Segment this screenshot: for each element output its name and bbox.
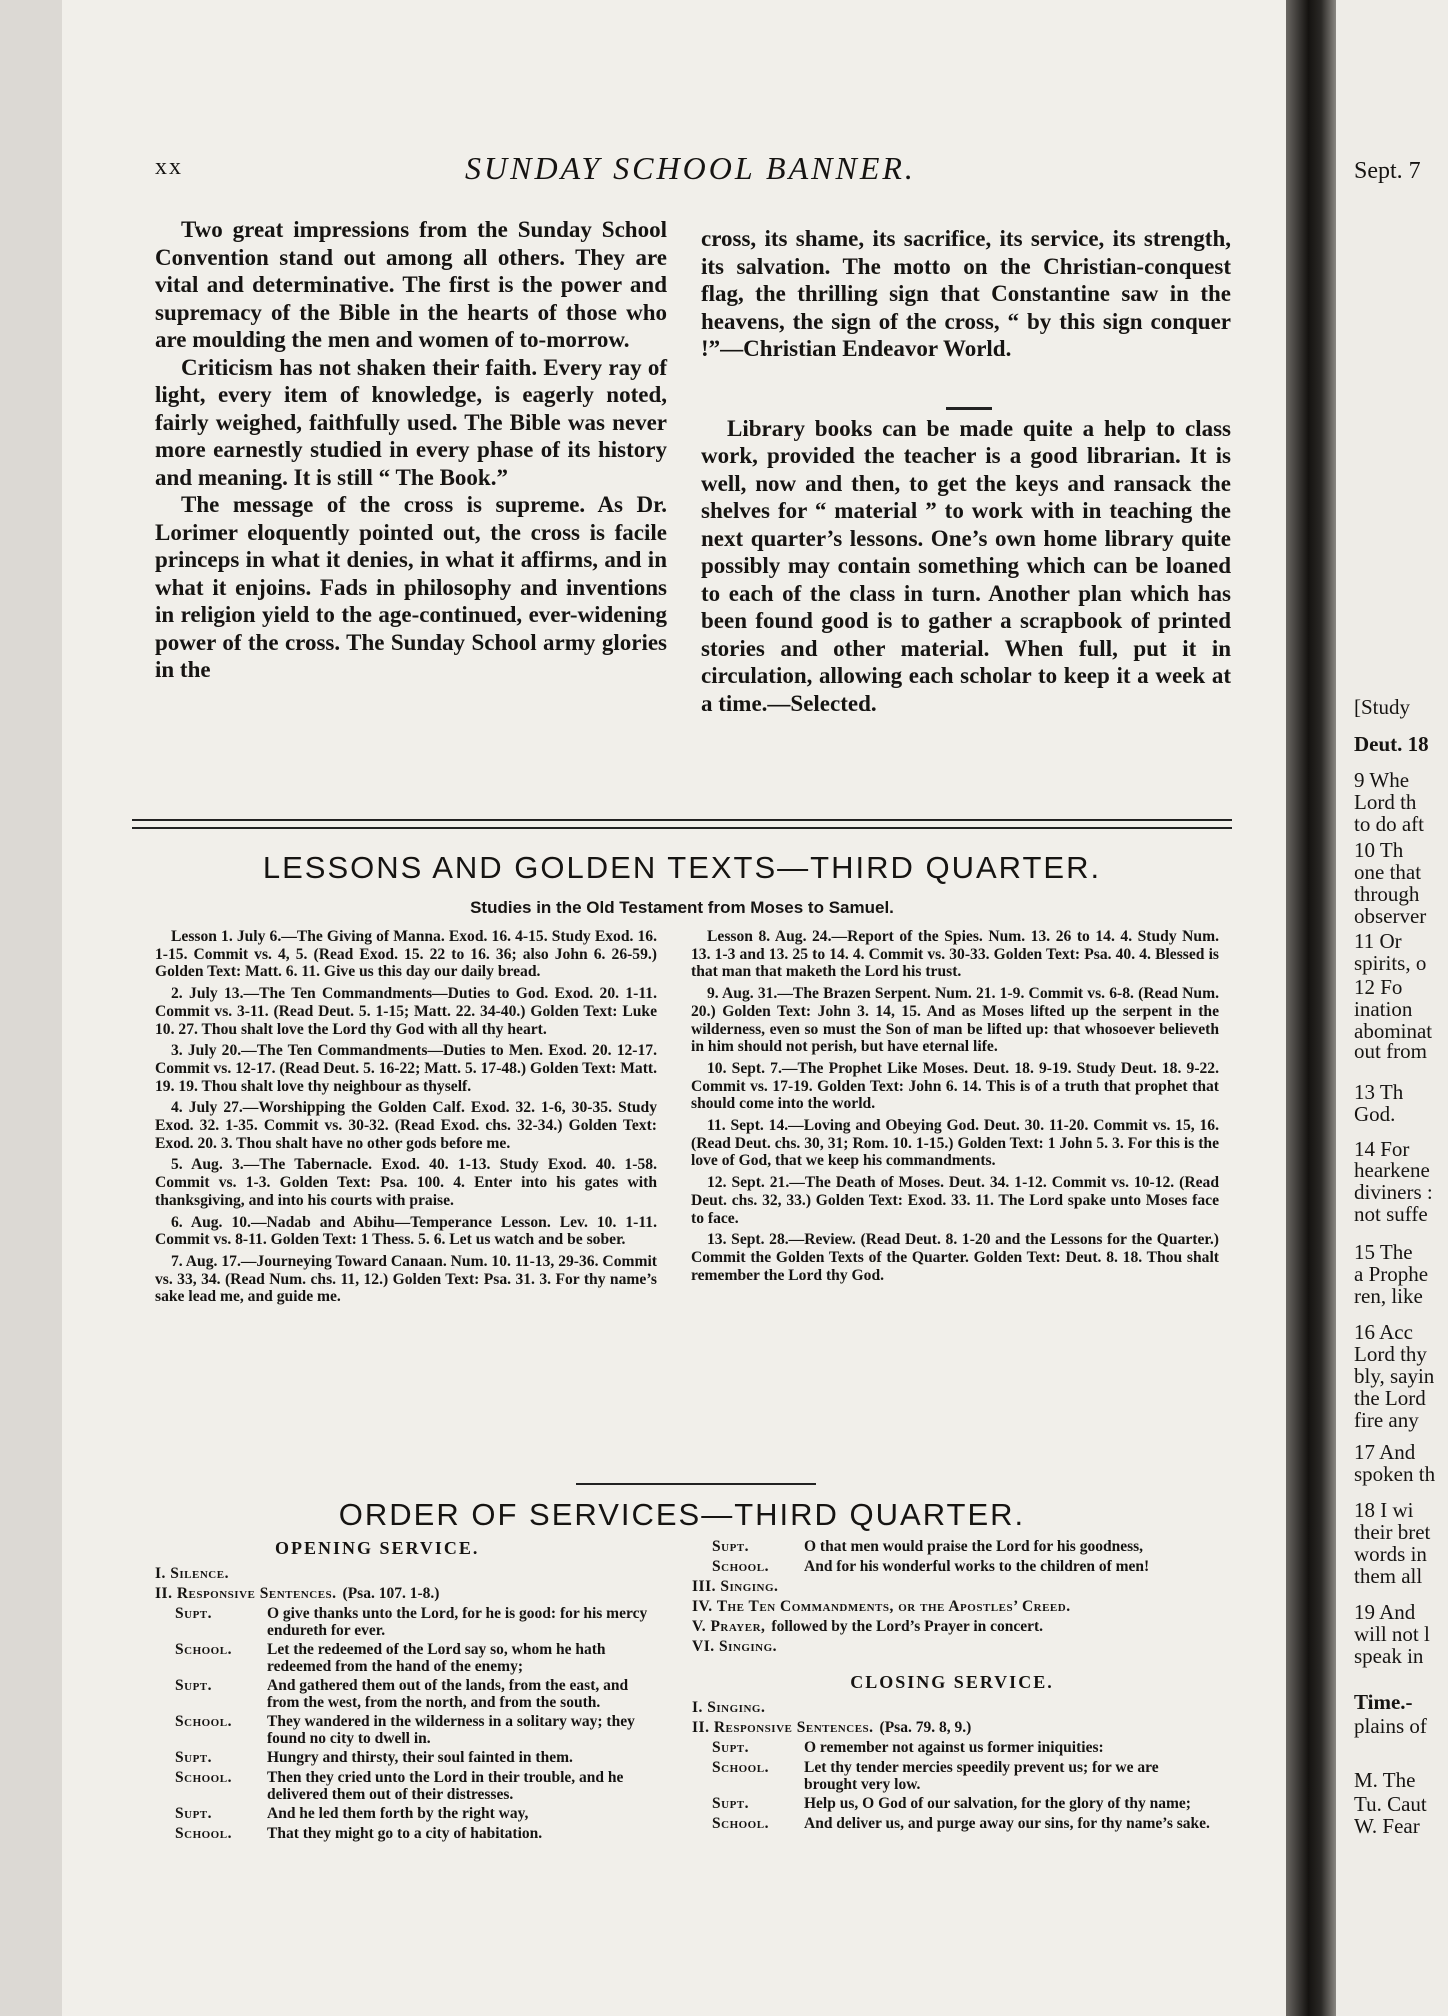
- next-page-fragment: observer: [1354, 904, 1427, 928]
- lesson-entry: 11. Sept. 14.—Loving and Obeying God. Deut. 30. 11-20. Commit vs. 15, 16. (Read Deut. chs. 30, 31; Rom. 10. 1-15.) Golden Text: 1 John 5. 3. For this is the love of God, that we keep his commandments.: [691, 1117, 1219, 1170]
- next-page-fragment: 15 The: [1354, 1240, 1413, 1264]
- service-line: [712, 1759, 1212, 1793]
- lesson-entry: 13. Sept. 28.—Review. (Read Deut. 8. 1-20 and the Lessons for the Quarter.) Commit the Golden Texts of the Quarter. Golden Text: Deut. 8. 18. Thou shalt remember the Lord thy God.: [691, 1231, 1219, 1284]
- service-line: [712, 1795, 1212, 1813]
- next-page-fragment: 9 Whe: [1354, 768, 1410, 792]
- service-line-label: VI. Singing.: [692, 1638, 778, 1655]
- service-line: [692, 1598, 1212, 1616]
- service-line: [712, 1558, 1212, 1576]
- lesson-entry: 10. Sept. 7.—The Prophet Like Moses. Deut. 18. 9-19. Study Deut. 18. 9-22. Commit vs. 17-19. Golden Text: John 6. 14. This is of a truth that prophet that should come into the world.: [691, 1059, 1219, 1113]
- service-line-label: V. Prayer,: [692, 1618, 766, 1635]
- service-line-text: (Psa. 107. 1-8.): [342, 1585, 440, 1602]
- service-line: [175, 1641, 655, 1675]
- next-page-edge: [1336, 0, 1448, 2016]
- service-line: [692, 1618, 1212, 1636]
- opening-service-list: [155, 1565, 655, 1843]
- service-line-label: Supt.: [175, 1677, 212, 1694]
- service-line-text: Let the redeemed of the Lord say so, whom he hath redeemed from the hand of the enemy;: [267, 1641, 606, 1675]
- service-line-label: School.: [175, 1713, 232, 1730]
- next-page-fragment: not suffe: [1354, 1202, 1428, 1226]
- next-page-fragment: bly, sayin: [1354, 1364, 1435, 1388]
- service-line: [175, 1677, 655, 1711]
- service-line: [175, 1769, 655, 1803]
- next-page-fragment: [Study: [1354, 695, 1411, 719]
- service-line: [175, 1605, 655, 1639]
- article-separator: [946, 407, 992, 410]
- next-page-fragment: speak in: [1354, 1644, 1424, 1668]
- service-line: [712, 1815, 1212, 1833]
- service-line-text: O give thanks unto the Lord, for he is good: for his mercy endureth for ever.: [267, 1605, 648, 1639]
- next-page-fragment: 16 Acc: [1354, 1320, 1413, 1344]
- service-line-label: School.: [175, 1641, 232, 1658]
- service-line-text: Help us, O God of our salvation, for the glory of thy name;: [804, 1795, 1191, 1812]
- lesson-entry: 4. July 27.—Worshipping the Golden Calf. Exod. 32. 1-6, 30-35. Study Exod. 32. 1-35. Commit vs. 30-32. (Read Exod. chs. 32-34.) Golden Text: Exod. 20. 3. Thou shalt have no other gods before me.: [155, 1099, 657, 1152]
- next-page-fragment: Lord th: [1354, 790, 1417, 814]
- page-number: xx: [155, 154, 183, 180]
- next-page-fragment: Tu. Caut: [1354, 1792, 1427, 1816]
- service-line: [692, 1638, 1212, 1656]
- service-line: [692, 1699, 1212, 1717]
- service-line-text: Hungry and thirsty, their soul fainted in them.: [267, 1749, 573, 1766]
- next-page-fragment: spirits, o: [1354, 951, 1427, 975]
- left-margin-shadow: [0, 0, 62, 2016]
- services-rule: [576, 1483, 816, 1485]
- next-page-fragment: hearkene: [1354, 1158, 1430, 1182]
- opening-service: [155, 1538, 655, 1845]
- book-gutter: [1286, 0, 1336, 2016]
- next-page-fragment: God.: [1354, 1102, 1396, 1126]
- next-page-fragment: 10 Th: [1354, 838, 1404, 862]
- next-page-fragment: spoken th: [1354, 1462, 1436, 1486]
- article-paragraph: Library books can be made quite a help to class work, provided the teacher is a good librarian. It is well, now and then, to get the keys and ransack the shelves for “ material ” to work with in teaching the next quarter’s lessons. One’s own home library quite possibly may contain something which can be loaned to each of the class in turn. Another plan which has been found good is to gather a scrapbook of printed stories and other material. When full, put it in circulation, allowing each scholar to keep it a week at a time.—Selected.: [701, 415, 1231, 716]
- service-line-label: School.: [175, 1825, 232, 1842]
- service-line-text: And for his wonderful works to the children of men!: [804, 1558, 1150, 1575]
- article-left-column: [155, 216, 667, 684]
- next-page-fragment: 11 Or: [1354, 929, 1402, 953]
- next-page-fragment: Lord thy: [1354, 1342, 1427, 1366]
- service-line-text: And he led them forth by the right way,: [267, 1805, 529, 1822]
- service-line: [692, 1719, 1212, 1737]
- service-line-text: (Psa. 79. 8, 9.): [879, 1719, 972, 1736]
- service-line-text: followed by the Lord’s Prayer in concert.: [771, 1618, 1044, 1635]
- next-page-fragment: M. The: [1354, 1768, 1416, 1792]
- article-paragraph: Criticism has not shaken their faith. Every ray of light, every item of knowledge, is eagerly noted, fairly weighed, faithfully used. The Bible was never more earnestly studied in every phase of its history and meaning. It is still “ The Book.”: [155, 354, 667, 490]
- service-line: [175, 1713, 655, 1747]
- service-line-label: School.: [712, 1558, 769, 1575]
- lessons-subtitle: Studies in the Old Testament from Moses to Samuel.: [470, 898, 894, 917]
- next-page-fragment: their bret: [1354, 1520, 1431, 1544]
- service-line-text: And gathered them out of the lands, from the east, and from the west, from the north, and from the south.: [267, 1677, 629, 1711]
- closing-service-heading: CLOSING SERVICE.: [850, 1672, 1054, 1692]
- article-paragraph: Two great impressions from the Sunday School Convention stand out among all others. They are vital and determinative. The first is the power and supremacy of the Bible in the hearts of those who are moulding the men and women of to-morrow.: [155, 217, 667, 352]
- next-page-fragment: W. Fear: [1354, 1814, 1420, 1838]
- service-line: [712, 1739, 1212, 1757]
- next-page-fragment: Deut. 18: [1354, 732, 1429, 756]
- next-page-fragment: 17 And: [1354, 1440, 1416, 1464]
- next-page-fragment: 19 And: [1354, 1600, 1416, 1624]
- lessons-right-column: [691, 928, 1219, 1288]
- service-line-label: Supt.: [712, 1739, 749, 1756]
- service-line-label: III. Singing.: [692, 1578, 779, 1595]
- lesson-entry: 5. Aug. 3.—The Tabernacle. Exod. 40. 1-13. Study Exod. 40. 1-58. Commit vs. 1-3. Golden Text: Psa. 100. 4. Enter into his gates with thanksgiving, and into his courts with praise.: [155, 1156, 657, 1209]
- service-line-text: They wandered in the wilderness in a solitary way; they found no city to dwell in.: [267, 1713, 635, 1747]
- next-page-fragment: through: [1354, 882, 1420, 906]
- service-line-label: Supt.: [175, 1749, 212, 1766]
- article-right-column: [701, 225, 1231, 717]
- service-line-label: I. Singing.: [692, 1699, 766, 1716]
- service-line: [175, 1805, 655, 1823]
- next-page-fragment: 14 For: [1354, 1137, 1410, 1161]
- lesson-entry: 2. July 13.—The Ten Commandments—Duties to God. Exod. 20. 1-11. Commit vs. 3-11. (Read Deut. 5. 1-15; Matt. 22. 34-40.) Golden Text: Luke 10. 27. Thou shalt love the Lord thy God with all thy heart.: [155, 985, 657, 1038]
- next-page-fragment: diviners :: [1354, 1180, 1433, 1204]
- running-title: SUNDAY SCHOOL BANNER.: [465, 150, 916, 186]
- lesson-entry: 12. Sept. 21.—The Death of Moses. Deut. 34. 1-12. Commit vs. 10-12. (Read Deut. chs. 32, 33.) Golden Text: Exod. 33. 11. The Lord spake unto Moses face to face.: [691, 1174, 1219, 1227]
- service-line-label: IV. The Ten Commandments, or the Apostles’ Creed.: [692, 1598, 1071, 1615]
- service-line-text: Then they cried unto the Lord in their trouble, and he delivered them out of their distresses.: [267, 1769, 624, 1803]
- service-line: [155, 1565, 655, 1583]
- lesson-entry: Lesson 8. Aug. 24.—Report of the Spies. Num. 13. 26 to 14. 4. Study Num. 13. 1-3 and 13. 25 to 14. 4. Commit vs. 30-33. Golden Text: Psa. 40. 4. Blessed is that man that maketh the Lord his trust.: [691, 928, 1219, 981]
- next-page-header: Sept. 7: [1354, 158, 1421, 184]
- next-page-fragment: Time.-: [1354, 1690, 1413, 1714]
- service-line: [175, 1749, 655, 1767]
- service-line-label: School.: [712, 1815, 769, 1832]
- service-line-label: I. Silence.: [155, 1565, 229, 1582]
- service-line-label: Supt.: [175, 1605, 212, 1622]
- next-page-fragment: 18 I wi: [1354, 1498, 1414, 1522]
- service-line-text: That they might go to a city of habitation.: [267, 1825, 543, 1842]
- lessons-title: LESSONS AND GOLDEN TEXTS—THIRD QUARTER.: [262, 850, 1102, 885]
- next-page-fragment: a Prophe: [1354, 1262, 1429, 1286]
- section-rule: [132, 819, 1232, 829]
- service-line-text: O that men would praise the Lord for his goodness,: [804, 1538, 1144, 1555]
- opening-service-heading: OPENING SERVICE.: [275, 1538, 480, 1558]
- next-page-fragment: plains of: [1354, 1714, 1427, 1738]
- next-page-fragment: abominat: [1354, 1019, 1433, 1043]
- opening-service-continued-list: [692, 1538, 1212, 1656]
- lesson-entry: Lesson 1. July 6.—The Giving of Manna. Exod. 16. 4-15. Study Exod. 16. 1-15. Commit vs. 4, 5. (Read Exod. 15. 22 to 16. 36; also John 6. 26-59.) Golden Text: Matt. 6. 11. Give us this day our daily bread.: [155, 928, 657, 981]
- services-title: ORDER OF SERVICES—THIRD QUARTER.: [338, 1497, 1026, 1532]
- service-line-text: Let thy tender mercies speedily prevent us; for we are brought very low.: [804, 1759, 1159, 1793]
- next-page-fragment: ren, like: [1354, 1284, 1423, 1308]
- article-paragraph: The message of the cross is supreme. As Dr. Lorimer eloquently pointed out, the cross is facile princeps in what it denies, in what it affirms, and in what it enjoins. Fads in philosophy and inventions in religion yield to the age-continued, ever-widening power of the cross. The Sunday School army glories in the: [155, 492, 667, 682]
- next-page-fragment: to do aft: [1354, 812, 1424, 836]
- lesson-entry: 6. Aug. 10.—Nadab and Abihu—Temperance Lesson. Lev. 10. 1-11. Commit vs. 8-11. Golden Text: 1 Thess. 5. 6. Let us watch and be sober.: [155, 1213, 657, 1249]
- service-line-label: Supt.: [712, 1538, 749, 1555]
- next-page-fragment: 12 Fo: [1354, 975, 1403, 999]
- next-page-fragment: out from: [1354, 1039, 1427, 1063]
- lesson-entry: 3. July 20.—The Ten Commandments—Duties to Men. Exod. 20. 12-17. Commit vs. 12-17. (Read Deut. 5. 16-22; Matt. 5. 17-48.) Golden Text: Matt. 19. 19. Thou shalt love thy neighbour as thyself.: [155, 1042, 657, 1095]
- service-line: [712, 1538, 1212, 1556]
- service-line-label: Supt.: [712, 1795, 749, 1812]
- next-page-fragment: words in: [1354, 1542, 1427, 1566]
- next-page-fragment: them all: [1354, 1564, 1423, 1588]
- lesson-entry: 9. Aug. 31.—The Brazen Serpent. Num. 21. 1-9. Commit vs. 6-8. (Read Num. 20.) Golden Text: John 3. 14, 15. And as Moses lifted up the serpent in the wilderness, even so must the Son of man be lifted up: that whosoever believeth in him should not perish, but have eternal life.: [691, 985, 1219, 1056]
- next-page-fragment: fire any: [1354, 1408, 1419, 1432]
- next-page-fragment: ination: [1354, 997, 1413, 1021]
- article-paragraph: cross, its shame, its sacrifice, its service, its strength, its salvation. The motto on the Christian-conquest flag, the thrilling sign that Constantine saw in the heavens, the sign of the cross, “ by this sign conquer !”—Christian Endeavor World.: [701, 226, 1231, 361]
- lessons-left-column: [155, 928, 657, 1310]
- service-line-label: School.: [175, 1769, 232, 1786]
- service-line: [155, 1585, 655, 1603]
- next-page-fragment: the Lord: [1354, 1386, 1426, 1410]
- next-page-fragment: will not l: [1354, 1622, 1430, 1646]
- service-line-text: And deliver us, and purge away our sins, for thy name’s sake.: [804, 1815, 1210, 1832]
- service-line-label: II. Responsive Sentences.: [692, 1719, 874, 1736]
- service-line: [692, 1578, 1212, 1596]
- lesson-entry: 7. Aug. 17.—Journeying Toward Canaan. Num. 10. 11-13, 29-36. Commit vs. 33, 34. (Read Num. chs. 11, 12.) Golden Text: Psa. 31. 3. For thy name’s sake lead me, and guide me.: [155, 1252, 657, 1306]
- closing-service-list: [692, 1699, 1212, 1833]
- next-page-fragment: one that: [1354, 860, 1422, 884]
- opening-service-continued: [692, 1538, 1212, 1835]
- service-line-label: Supt.: [175, 1805, 212, 1822]
- service-line-label: School.: [712, 1759, 769, 1776]
- page-header: [155, 150, 1245, 190]
- service-line: [175, 1825, 655, 1843]
- service-line-text: O remember not against us former iniquities:: [804, 1739, 1104, 1756]
- next-page-fragment: 13 Th: [1354, 1080, 1404, 1104]
- service-line-label: II. Responsive Sentences.: [155, 1585, 337, 1602]
